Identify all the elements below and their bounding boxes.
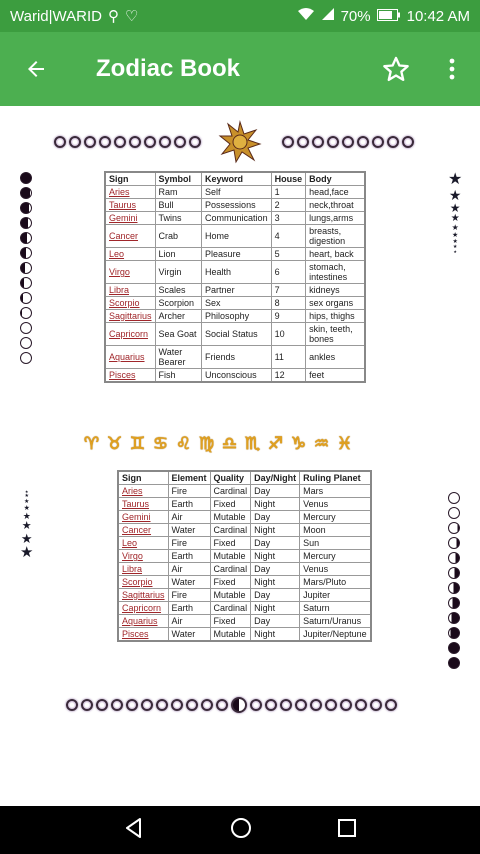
table-cell: Earth <box>168 602 210 615</box>
column-header: Ruling Planet <box>300 471 371 485</box>
table-cell: Possessions <box>202 199 272 212</box>
table-cell: skin, teeth, bones <box>306 323 365 346</box>
table-cell: 1 <box>271 186 306 199</box>
table-cell: Night <box>251 576 300 589</box>
table-cell: Day <box>251 511 300 524</box>
table-cell: sex organs <box>306 297 365 310</box>
table-cell: Water Bearer <box>155 346 202 369</box>
zodiac-glyph-icon: ♎︎ <box>221 434 238 453</box>
table-cell: Moon <box>300 524 371 537</box>
table-cell: Night <box>251 524 300 537</box>
table-row <box>105 261 365 284</box>
page-title: Zodiac Book <box>96 55 241 82</box>
sign-symbol-table <box>104 171 366 383</box>
table-cell: Mutable <box>210 550 251 563</box>
table-cell: Day <box>251 485 300 498</box>
table-cell: feet <box>306 369 365 383</box>
overflow-menu-button[interactable] <box>424 32 480 106</box>
table-cell: Day <box>251 537 300 550</box>
table-cell: Fixed <box>210 576 251 589</box>
sign-link[interactable]: Virgo <box>105 261 155 284</box>
table-cell: 6 <box>271 261 306 284</box>
table-cell: Health <box>202 261 272 284</box>
table-cell: lungs,arms <box>306 212 365 225</box>
sign-link[interactable]: Leo <box>118 537 168 550</box>
sign-link[interactable]: Cancer <box>105 225 155 248</box>
half-moon-icon <box>231 697 247 713</box>
table-cell: Bull <box>155 199 202 212</box>
stars-right: ★ ★ ★ ★ ★ ★ ★ ★ ★ <box>448 171 463 254</box>
zodiac-glyph-icon: ♊︎ <box>129 434 146 453</box>
app-bar <box>0 32 480 106</box>
table-cell: Sea Goat <box>155 323 202 346</box>
table-cell: Day <box>251 589 300 602</box>
table-row <box>118 628 371 642</box>
column-header: Body <box>306 172 365 186</box>
table-cell: Night <box>251 550 300 563</box>
table-cell: kidneys <box>306 284 365 297</box>
table-cell: Crab <box>155 225 202 248</box>
zodiac-glyph-icon: ♍︎ <box>198 434 215 453</box>
system-nav-bar <box>0 806 480 854</box>
sign-link[interactable]: Libra <box>118 563 168 576</box>
column-header: Sign <box>118 471 168 485</box>
table-cell: 2 <box>271 199 306 212</box>
table-row <box>118 537 371 550</box>
table-row <box>118 511 371 524</box>
table-cell: Scorpion <box>155 297 202 310</box>
table-cell: Saturn/Uranus <box>300 615 371 628</box>
table-cell: Fire <box>168 589 210 602</box>
stars-left: ★ ★ ★ ★ ★ ★ ★ ★ <box>20 489 34 561</box>
table-row <box>105 323 365 346</box>
table-cell: Night <box>251 628 300 642</box>
table-cell: Mars/Pluto <box>300 576 371 589</box>
table-row <box>105 310 365 323</box>
table-cell: Saturn <box>300 602 371 615</box>
circle-home-icon <box>230 817 252 839</box>
ring-border-top-right <box>282 136 414 148</box>
zodiac-glyph-row <box>82 434 354 454</box>
table-cell: Fixed <box>210 537 251 550</box>
table-cell: Social Status <box>202 323 272 346</box>
table-cell: Friends <box>202 346 272 369</box>
table-cell: Mutable <box>210 511 251 524</box>
table-cell: 9 <box>271 310 306 323</box>
table-cell: Unconscious <box>202 369 272 383</box>
ring-border-top-left <box>54 136 201 148</box>
table-cell: Jupiter/Neptune <box>300 628 371 642</box>
table-cell: Mutable <box>210 628 251 642</box>
table-cell: Communication <box>202 212 272 225</box>
table-cell: stomach, intestines <box>306 261 365 284</box>
table-cell: 7 <box>271 284 306 297</box>
zodiac-glyph-icon: ♓︎ <box>336 434 353 453</box>
table-cell: Ram <box>155 186 202 199</box>
table-cell: Mercury <box>300 550 371 563</box>
moon-phases-right <box>448 492 460 669</box>
zodiac-glyph-icon: ♉︎ <box>106 434 123 453</box>
heart-icon: ♡ <box>124 8 139 25</box>
status-bar <box>0 0 480 32</box>
battery-percent: 70% <box>340 7 371 25</box>
table-cell: Philosophy <box>202 310 272 323</box>
column-header: Quality <box>210 471 251 485</box>
table-row <box>118 576 371 589</box>
table-cell: Fixed <box>210 615 251 628</box>
table-row <box>105 186 365 199</box>
table-cell: Archer <box>155 310 202 323</box>
sign-link[interactable]: Cancer <box>118 524 168 537</box>
zodiac-glyph-icon: ♏︎ <box>244 434 261 453</box>
zodiac-content[interactable] <box>0 106 480 806</box>
table-cell: Day <box>251 615 300 628</box>
table-row <box>118 498 371 511</box>
ring-border-bottom <box>66 699 397 713</box>
sign-link[interactable]: Aquarius <box>105 346 155 369</box>
table-cell: Venus <box>300 563 371 576</box>
sun-icon <box>218 120 262 164</box>
table-cell: Night <box>251 498 300 511</box>
back-button[interactable] <box>0 32 72 106</box>
table-row <box>118 615 371 628</box>
clock: 10:42 AM <box>406 7 470 25</box>
square-recents-icon <box>337 818 357 838</box>
column-header: Keyword <box>202 172 272 186</box>
table-row <box>118 485 371 498</box>
wifi-icon <box>297 7 315 25</box>
table-row <box>118 602 371 615</box>
nav-recents-button[interactable] <box>337 818 357 843</box>
table-cell: Mercury <box>300 511 371 524</box>
table-cell: Mars <box>300 485 371 498</box>
sign-link[interactable]: Aries <box>105 186 155 199</box>
zodiac-glyph-icon: ♌︎ <box>175 434 192 453</box>
table-cell: Sun <box>300 537 371 550</box>
sign-link[interactable]: Taurus <box>105 199 155 212</box>
signal-icon <box>321 7 335 25</box>
zodiac-glyph-icon: ♋︎ <box>152 434 169 453</box>
table-cell: 10 <box>271 323 306 346</box>
table-cell: Twins <box>155 212 202 225</box>
sign-link[interactable]: Virgo <box>118 550 168 563</box>
table-cell: Fire <box>168 537 210 550</box>
table-cell: neck,throat <box>306 199 365 212</box>
table-row <box>105 297 365 310</box>
table-cell: Self <box>202 186 272 199</box>
sign-link[interactable]: Sagittarius <box>105 310 155 323</box>
table-cell: 3 <box>271 212 306 225</box>
sign-link[interactable]: Capricorn <box>105 323 155 346</box>
sign-link[interactable]: Libra <box>105 284 155 297</box>
table-cell: Cardinal <box>210 563 251 576</box>
table-cell: Earth <box>168 498 210 511</box>
table-cell: Cardinal <box>210 602 251 615</box>
table-row <box>118 524 371 537</box>
table-cell: Fire <box>168 485 210 498</box>
sign-link[interactable]: Scorpio <box>105 297 155 310</box>
table-cell: heart, back <box>306 248 365 261</box>
table-cell: Fixed <box>210 498 251 511</box>
usb-icon: ⚲ <box>107 8 119 25</box>
table-cell: 5 <box>271 248 306 261</box>
column-header: Element <box>168 471 210 485</box>
table-cell: Water <box>168 628 210 642</box>
table-row <box>105 346 365 369</box>
zodiac-glyph-icon: ♒︎ <box>313 434 330 453</box>
table-cell: Mutable <box>210 589 251 602</box>
table-row <box>105 284 365 297</box>
sign-link[interactable]: Taurus <box>118 498 168 511</box>
table-cell: Scales <box>155 284 202 297</box>
table-cell: 8 <box>271 297 306 310</box>
sign-link[interactable]: Pisces <box>105 369 155 383</box>
table-cell: Virgin <box>155 261 202 284</box>
sign-link[interactable]: Aries <box>118 485 168 498</box>
table-cell: Home <box>202 225 272 248</box>
moon-phases-left <box>20 172 32 364</box>
table-cell: Sex <box>202 297 272 310</box>
battery-icon <box>377 8 401 25</box>
zodiac-glyph-icon: ♈︎ <box>83 434 100 453</box>
table-row <box>105 225 365 248</box>
table-cell: Day <box>251 563 300 576</box>
sign-link[interactable]: Gemini <box>105 212 155 225</box>
star-outline-icon <box>382 55 410 83</box>
sign-link[interactable]: Aquarius <box>118 615 168 628</box>
more-vert-icon <box>448 57 456 81</box>
table-row <box>105 248 365 261</box>
table-cell: 11 <box>271 346 306 369</box>
table-cell: Partner <box>202 284 272 297</box>
sign-link[interactable]: Scorpio <box>118 576 168 589</box>
sign-element-table <box>117 470 372 642</box>
nav-home-button[interactable] <box>230 817 252 844</box>
favorite-button[interactable] <box>368 32 424 106</box>
table-row <box>105 369 365 383</box>
sign-link[interactable]: Capricorn <box>118 602 168 615</box>
table-cell: ankles <box>306 346 365 369</box>
table-cell: Jupiter <box>300 589 371 602</box>
table-cell: Air <box>168 511 210 524</box>
nav-back-button[interactable] <box>123 817 145 844</box>
table-row <box>118 550 371 563</box>
triangle-back-icon <box>123 817 145 839</box>
table-cell: Venus <box>300 498 371 511</box>
table-cell: Lion <box>155 248 202 261</box>
table-cell: Water <box>168 576 210 589</box>
table-cell: Night <box>251 602 300 615</box>
sign-link[interactable]: Pisces <box>118 628 168 642</box>
column-header: House <box>271 172 306 186</box>
table-row <box>105 199 365 212</box>
zodiac-glyph-icon: ♑︎ <box>290 434 307 453</box>
column-header: Symbol <box>155 172 202 186</box>
table-cell: breasts, digestion <box>306 225 365 248</box>
table-cell: Air <box>168 615 210 628</box>
table-cell: 12 <box>271 369 306 383</box>
table-cell: Cardinal <box>210 524 251 537</box>
column-header: Day/Night <box>251 471 300 485</box>
table-cell: Fish <box>155 369 202 383</box>
table-row <box>118 589 371 602</box>
table-cell: Pleasure <box>202 248 272 261</box>
table-cell: head,face <box>306 186 365 199</box>
sign-link[interactable]: Leo <box>105 248 155 261</box>
table-row <box>118 563 371 576</box>
table-cell: Water <box>168 524 210 537</box>
table-cell: hips, thighs <box>306 310 365 323</box>
arrow-back-icon <box>24 57 48 81</box>
sign-link[interactable]: Gemini <box>118 511 168 524</box>
column-header: Sign <box>105 172 155 186</box>
sign-link[interactable]: Sagittarius <box>118 589 168 602</box>
carrier-label: Warid|WARID <box>10 7 102 25</box>
table-cell: Cardinal <box>210 485 251 498</box>
zodiac-glyph-icon: ♐︎ <box>267 434 284 453</box>
table-cell: 4 <box>271 225 306 248</box>
table-cell: Earth <box>168 550 210 563</box>
table-row <box>105 212 365 225</box>
table-cell: Air <box>168 563 210 576</box>
